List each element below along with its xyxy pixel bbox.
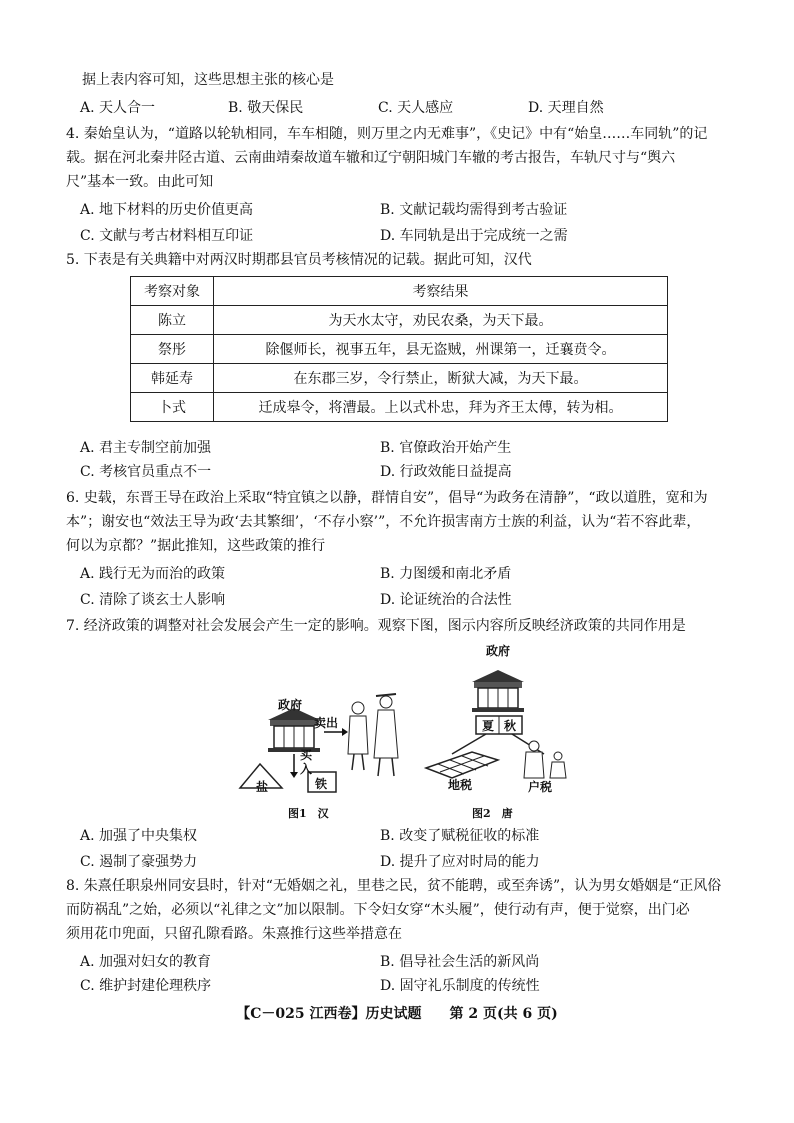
q6-line-1: 6. 史载，东晋王导在政治上采取“特宜镇之以静，群情自安”，倡导“为政务在清静”，“政以道胜，宽和为	[66, 490, 708, 506]
table-row	[131, 393, 668, 422]
fig1-iron-label: 铁	[315, 777, 328, 791]
fig2-land-tax-label: 地税	[448, 778, 473, 792]
government-building-icon	[472, 670, 524, 712]
fig1-caption: 图1 汉	[288, 807, 329, 820]
table-header-result: 考察结果	[214, 277, 668, 306]
merchants-figure-icon	[348, 694, 398, 776]
table-cell-name: 卜式	[131, 393, 214, 422]
fig2-autumn-label: 秋	[504, 719, 517, 733]
q6-line-3: 何以为京都？”据此推知，这些政策的推行	[66, 538, 326, 554]
q6-option-d: D. 论证统治的合法性	[380, 592, 512, 608]
q4-option-b: B. 文献记载均需得到考古验证	[380, 202, 568, 218]
q4-option-c: C. 文献与考古材料相互印证	[80, 228, 254, 244]
table-row	[131, 364, 668, 393]
table-cell-result: 为天水太守，劝民农桑，为天下最。	[214, 306, 668, 335]
fig1-salt-label: 盐	[256, 780, 269, 794]
q8-option-b: B. 倡导社会生活的新风尚	[380, 954, 540, 970]
q4-line-2: 载。据在河北秦井陉古道、云南曲靖秦故道车辙和辽宁朝阳城门车辙的考古报告，车轨尺寸与“舆六	[66, 150, 676, 166]
fig2-summer-label: 夏	[482, 719, 495, 733]
intro-option-b: B. 敬天保民	[228, 100, 304, 116]
fig2-caption: 图2 唐	[472, 807, 513, 820]
q5-option-c: C. 考核官员重点不一	[80, 464, 212, 480]
table-cell-result: 除偃师长，视事五年，县无盗贼，州课第一，迁襄贲令。	[214, 335, 668, 364]
table-cell-name: 韩延寿	[131, 364, 214, 393]
q4-option-a: A. 地下材料的历史价值更高	[80, 202, 254, 218]
table-row	[131, 335, 668, 364]
fig2-tang-diagram	[422, 656, 582, 796]
q5-option-b: B. 官僚政治开始产生	[380, 440, 512, 456]
intro-option-d: D. 天理自然	[528, 100, 604, 116]
intro-stem: 据上表内容可知，这些思想主张的核心是	[82, 72, 334, 88]
q7-option-a: A. 加强了中央集权	[80, 828, 198, 844]
q6-option-a: A. 践行无为而治的政策	[80, 566, 226, 582]
q4-line-1: 4. 秦始皇认为，“道路以轮轨相同，车车相随，则万里之内无难事”，《史记》中有“始皇……车同轨”的记	[66, 126, 708, 142]
fig2-household-tax-label: 户税	[528, 780, 553, 794]
table-cell-name: 祭彤	[131, 335, 214, 364]
q7-option-d: D. 提升了应对时局的能力	[380, 854, 540, 870]
q7-option-c: C. 遏制了豪强势力	[80, 854, 198, 870]
q4-line-3: 尺”基本一致。由此可知	[66, 174, 214, 190]
intro-option-c: C. 天人感应	[378, 100, 454, 116]
fig1-han-diagram	[230, 688, 410, 818]
q5-table	[130, 276, 668, 422]
page-footer: 【C－025 江西卷】历史试题 第 2 页(共 6 页)	[236, 1006, 558, 1022]
table-cell-result: 迁成皋令，将漕最。上以式朴忠，拜为齐王太傅，转为相。	[214, 393, 668, 422]
q8-line-3: 须用花巾兜面，只留孔隙看路。朱熹推行这些举措意在	[66, 926, 402, 942]
q7-option-b: B. 改变了赋税征收的标准	[380, 828, 540, 844]
q8-option-a: A. 加强对妇女的教育	[80, 954, 212, 970]
q7-stem: 7. 经济政策的调整对社会发展会产生一定的影响。观察下图，图示内容所反映经济政策的共同作用是	[66, 618, 686, 634]
intro-option-a: A. 天人合一	[80, 100, 156, 116]
government-building-icon	[268, 708, 320, 752]
q5-stem: 5. 下表是有关典籍中对两汉时期郡县官员考核情况的记载。据此可知，汉代	[66, 252, 532, 268]
q5-option-a: A. 君主专制空前加强	[80, 440, 212, 456]
table-header-row	[131, 277, 668, 306]
table-cell-name: 陈立	[131, 306, 214, 335]
q4-option-d: D. 车同轨是出于完成统一之需	[380, 228, 568, 244]
fig1-buy-label: 买入	[300, 748, 313, 776]
table-row	[131, 306, 668, 335]
q8-option-d: D. 固守礼乐制度的传统性	[380, 978, 540, 994]
q5-option-d: D. 行政效能日益提高	[380, 464, 512, 480]
q6-line-2: 本”；谢安也“效法王导为政‘去其繁细’，‘不存小察’”，不允许损害南方士族的利益，认为“若不容此辈，	[66, 514, 701, 530]
table-cell-result: 在东郡三岁，令行禁止，断狱大减，为天下最。	[214, 364, 668, 393]
fig2-gov-label: 政府	[486, 644, 511, 658]
household-figure-icon	[524, 741, 566, 778]
farmland-icon	[426, 752, 498, 778]
fig1-sell-label: 卖出	[314, 716, 339, 730]
q8-line-2: 而防祸乱”之始，必须以“礼律之文”加以限制。下令妇女穿“木头履”，使行动有声，便于觉察，出门必	[66, 902, 690, 918]
q6-option-b: B. 力图缓和南北矛盾	[380, 566, 512, 582]
table-header-target: 考察对象	[131, 277, 214, 306]
q8-option-c: C. 维护封建伦理秩序	[80, 978, 212, 994]
q6-option-c: C. 清除了谈玄士人影响	[80, 592, 226, 608]
fig1-gov-label: 政府	[278, 698, 303, 712]
q8-line-1: 8. 朱熹任职泉州同安县时，针对“无婚姻之礼，里巷之民，贫不能聘，或至奔诱”，认为男女婚姻是“正风俗	[66, 878, 722, 894]
